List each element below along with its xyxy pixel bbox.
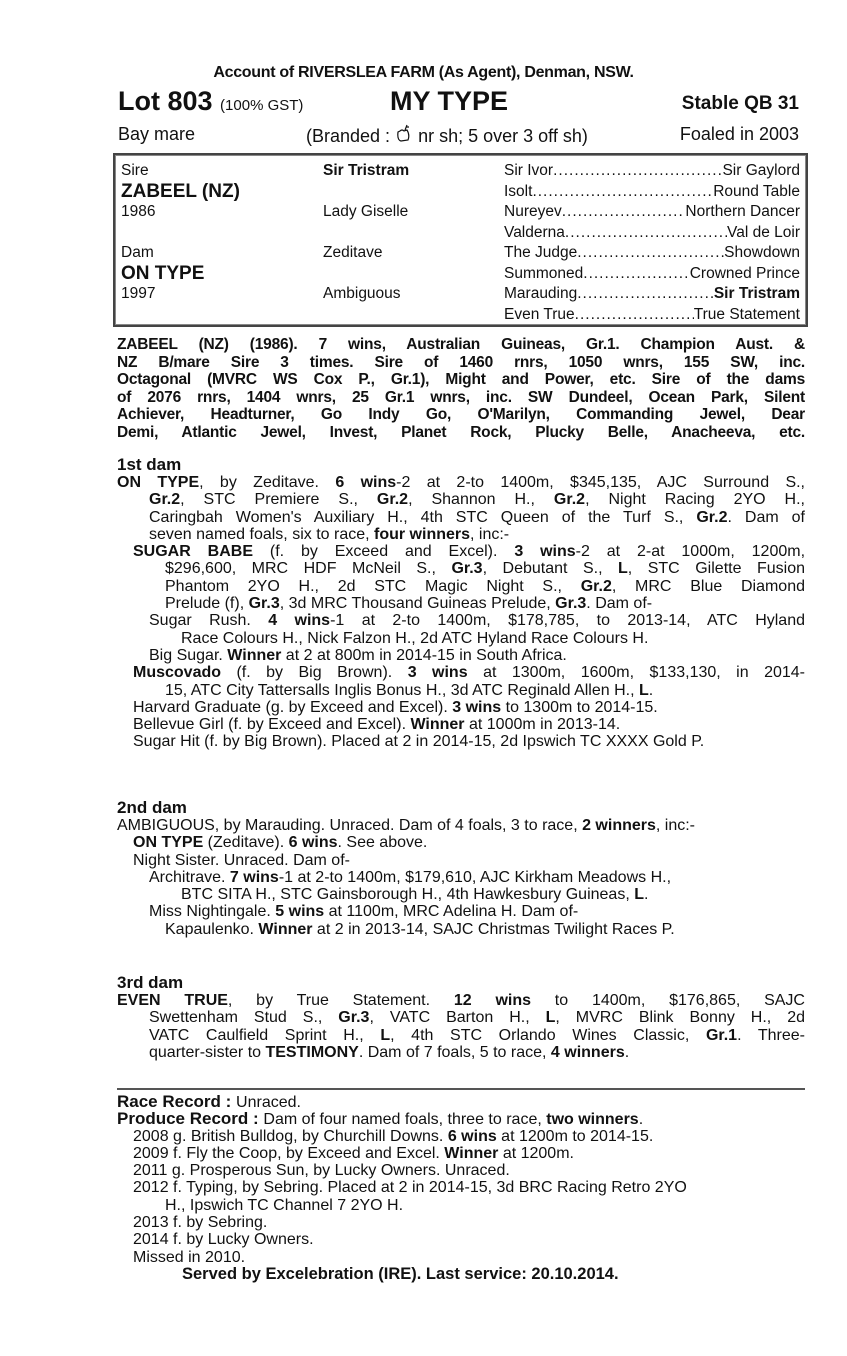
text-line xyxy=(117,1214,805,1231)
brand-description xyxy=(306,124,588,147)
pedigree-dam-name: Valderna xyxy=(504,223,565,241)
bold-text: TESTIMONY xyxy=(265,1043,359,1061)
pedigree-dam-name: Nureyev xyxy=(504,203,562,220)
text-line xyxy=(117,1231,805,1248)
text: Caringbah Women's Auxiliary H., 4th STC Queen of the Turf S., xyxy=(149,508,697,526)
text: . xyxy=(648,681,654,699)
text-line xyxy=(117,1145,805,1162)
text: seven named foals, six to race, xyxy=(149,525,374,543)
text-line xyxy=(117,1009,805,1026)
text: , MRC Blue Diamond xyxy=(611,577,805,595)
text: at 1100m, MRC Adelina H. Dam of- xyxy=(324,903,579,921)
text: , by Zeditave. xyxy=(199,474,336,491)
sire-summary xyxy=(117,336,805,441)
bold-text: Gr.2 xyxy=(376,491,409,509)
text-line xyxy=(117,1179,805,1196)
text: Big Sugar. xyxy=(149,646,228,664)
pedigree-generation-2: Sir Tristram xyxy=(323,162,410,179)
dot-leader xyxy=(565,223,727,243)
text: 2012 f. Typing, by Sebring. Placed at 2 in 2014-15, 3d BRC Racing Retro 2YO xyxy=(133,1179,687,1197)
pedigree-dam-name: Sir Ivor xyxy=(504,162,554,179)
pedigree-generation-3 xyxy=(504,202,800,222)
bold-text: L xyxy=(639,681,649,699)
pedigree-generation-3 xyxy=(504,243,800,263)
text: , inc:- xyxy=(655,817,696,834)
pedigree-dam-name: The Judge xyxy=(504,244,578,261)
bold-text: L xyxy=(545,1009,556,1027)
text: , 3d MRC Thousand Guineas Prelude, xyxy=(279,595,556,613)
bold-text: EVEN TRUE xyxy=(117,992,228,1009)
record-label: Race Record : xyxy=(117,1092,237,1111)
text: quarter-sister to xyxy=(149,1043,266,1061)
bold-text: two winners xyxy=(546,1111,639,1129)
second-dam-section xyxy=(117,798,805,938)
text: Unraced. xyxy=(236,1094,301,1111)
bold-text: 12 wins xyxy=(453,992,531,1009)
bold-text: Gr.1 xyxy=(705,1026,738,1044)
sire-summary-line: NZ B/mare Sire 3 times. Sire of 1460 rnrs, 1050 wnrs, 155 SW, inc. xyxy=(117,353,805,371)
text: Harvard Graduate (g. by Exceed and Excel). xyxy=(133,698,453,716)
text: AMBIGUOUS, by Marauding. Unraced. Dam of 4 foals, 3 to race, xyxy=(117,817,583,834)
dot-leader xyxy=(562,202,686,222)
text-line xyxy=(117,474,805,491)
text-line xyxy=(117,716,805,733)
text: -2 at 2-to 1400m, $345,135, AJC Surround S., xyxy=(396,474,805,491)
horse-name: MY TYPE xyxy=(390,86,509,116)
sire-summary-line: Demi, Atlantic Jewel, Invest, Planet Rock, Plucky Belle, Anacheeva, etc. xyxy=(117,423,805,441)
text-line xyxy=(117,1266,805,1283)
text: . Dam of- xyxy=(586,595,653,613)
bold-text: 5 wins xyxy=(275,903,325,921)
pedigree-sire-name: Round Table xyxy=(713,182,800,200)
pedigree-generation-2: Zeditave xyxy=(323,244,383,261)
bold-text: ON TYPE xyxy=(117,474,200,491)
bold-text: Gr.3 xyxy=(338,1009,370,1027)
bold-text: 6 wins xyxy=(447,1127,497,1145)
text-line xyxy=(117,699,805,716)
dot-leader xyxy=(575,305,694,325)
text: , VATC Barton H., xyxy=(369,1009,546,1027)
first-dam-section xyxy=(117,455,805,751)
section-heading: 2nd dam xyxy=(117,798,187,817)
text: 2013 f. by Sebring. xyxy=(133,1214,268,1232)
bold-text: Served by Excelebration (IRE). Last service: 20.10.2014. xyxy=(182,1264,619,1283)
bold-text: SUGAR BABE xyxy=(133,543,253,561)
sire-summary-line: Octagonal (MVRC WS Cox P., Gr.1), Might and Power, etc. Sire of the dams xyxy=(117,371,805,388)
text-line xyxy=(117,1093,805,1110)
bold-text: Winner xyxy=(444,1144,499,1162)
text-line xyxy=(117,1027,805,1044)
text: , STC Premiere S., xyxy=(180,491,377,509)
text-line xyxy=(117,682,805,699)
text-line xyxy=(117,834,805,851)
text-line xyxy=(117,921,805,938)
pedigree-generation-3 xyxy=(504,161,800,181)
text: Bellevue Girl (f. by Exceed and Excel). xyxy=(133,716,411,734)
text: (f. by Big Brown). xyxy=(221,664,408,682)
pedigree-generation-1: 1997 xyxy=(121,285,156,302)
pedigree-generation-2: Lady Giselle xyxy=(323,203,409,220)
pedigree-sire-name: Sir Tristram xyxy=(713,285,800,302)
text: . xyxy=(638,1111,644,1129)
section-heading: 3rd dam xyxy=(117,973,184,992)
text: at 1200m. xyxy=(498,1144,574,1162)
text: Swettenham Stud S., xyxy=(149,1009,339,1027)
pedigree-generation-1: ON TYPE xyxy=(121,262,205,284)
text: . Dam of 7 foals, 5 to race, xyxy=(358,1043,551,1061)
bold-text: Gr.3 xyxy=(248,595,280,613)
pedigree-dam-name: Summoned xyxy=(504,264,584,282)
bold-text: L xyxy=(618,560,628,578)
text: -1 at 2-to 1400m, $179,610, AJC Kirkham Meadows H., xyxy=(278,868,672,886)
pedigree-sire-name: Crowned Prince xyxy=(689,264,800,282)
bold-text: four winners xyxy=(374,525,471,543)
text: Miss Nightingale. xyxy=(149,903,276,921)
brand-suffix: nr sh; 5 over 3 off sh) xyxy=(418,126,588,146)
pedigree-sire-name: True Statement xyxy=(693,305,800,323)
text: , STC Gilette Fusion xyxy=(627,560,805,578)
text: , MVRC Blink Bonny H., 2d xyxy=(555,1009,805,1027)
bold-text: Winner xyxy=(227,646,282,664)
colour-sex: Bay mare xyxy=(118,124,196,144)
text-line xyxy=(117,852,805,869)
text: Missed in 2010. xyxy=(133,1248,246,1266)
sire-summary-line: of 2076 rnrs, 1404 wnrs, 25 Gr.1 wnrs, inc. SW Dundeel, Ocean Park, Silent xyxy=(117,388,805,406)
bold-text: 6 wins xyxy=(288,834,338,852)
text: to 1400m, $176,865, SAJC xyxy=(531,992,805,1009)
text: H., Ipswich TC Channel 7 2YO H. xyxy=(165,1196,404,1214)
text-line xyxy=(117,578,805,595)
text-line xyxy=(117,595,805,612)
text-line xyxy=(117,817,805,834)
pedigree-row xyxy=(119,243,800,263)
text: 2009 f. Fly the Coop, by Exceed and Excel. xyxy=(133,1144,445,1162)
bold-text: Gr.2 xyxy=(696,508,728,526)
dot-leader xyxy=(532,182,713,202)
text: , Night Racing 2YO H., xyxy=(585,491,805,509)
vendor-account: Account of RIVERSLEA FARM (As Agent), Denman, NSW. xyxy=(213,64,634,81)
dot-leader xyxy=(583,264,689,284)
text-line xyxy=(117,526,805,543)
brand-prefix: (Branded : xyxy=(306,126,391,146)
pedigree-row xyxy=(119,182,800,202)
text: 15, ATC City Tattersalls Inglis Bonus H., 3d ATC Reginald Allen H., xyxy=(165,681,639,699)
text: $296,600, MRC HDF McNeil S., xyxy=(165,560,452,578)
pedigree-generation-3 xyxy=(504,182,800,202)
text: , Shannon H., xyxy=(408,491,554,509)
text-line xyxy=(117,1110,805,1127)
bold-text: Gr.2 xyxy=(149,491,181,509)
pedigree-sire-name: Val de Loir xyxy=(727,223,800,241)
lot-label: Lot 803 xyxy=(118,86,213,116)
pedigree-generation-3 xyxy=(504,284,800,304)
bold-text: 2 winners xyxy=(582,817,656,834)
pedigree-sire-name: Showdown xyxy=(724,244,800,261)
text: 2014 f. by Lucky Owners. xyxy=(133,1231,314,1249)
text-line xyxy=(117,630,805,647)
pedigree-row xyxy=(119,202,800,222)
lot-number xyxy=(118,86,303,117)
foaled-year: Foaled in 2003 xyxy=(679,124,799,144)
text-line xyxy=(117,560,805,577)
pedigree-row xyxy=(119,161,800,181)
text-line xyxy=(117,509,805,526)
record-label: Produce Record : xyxy=(117,1109,264,1129)
text: Prelude (f), xyxy=(165,595,249,613)
dot-leader xyxy=(577,243,724,263)
sire-summary-line: ZABEEL (NZ) (1986). 7 wins, Australian Guineas, Gr.1. Champion Aust. & xyxy=(117,336,805,353)
text: , inc:- xyxy=(470,525,510,543)
bold-text: L xyxy=(380,1026,391,1044)
bold-text: Gr.3 xyxy=(451,560,483,578)
bold-text: Muscovado xyxy=(133,664,222,682)
text-line xyxy=(117,733,805,750)
text-line xyxy=(117,1044,805,1061)
text-line xyxy=(117,1128,805,1145)
text: . Three- xyxy=(737,1026,805,1044)
text-line xyxy=(117,543,805,560)
text: Sugar Hit (f. by Big Brown). Placed at 2 in 2014-15, 2d Ipswich TC XXXX Gold P. xyxy=(133,733,705,751)
text-line xyxy=(117,903,805,920)
sire-summary-line: Achiever, Headturner, Go Indy Go, O'Marilyn, Commanding Jewel, Dear xyxy=(117,406,805,423)
text-line xyxy=(117,612,805,629)
pedigree-generation-3 xyxy=(504,264,800,284)
text-line xyxy=(117,647,805,664)
text: Kapaulenko. xyxy=(165,920,259,938)
bold-text: Gr.2 xyxy=(553,491,586,509)
text: , 4th STC Orlando Wines Classic, xyxy=(390,1026,706,1044)
text-line xyxy=(117,1162,805,1179)
gst-note: (100% GST) xyxy=(220,97,304,114)
text: 2011 g. Prosperous Sun, by Lucky Owners. Unraced. xyxy=(133,1162,510,1180)
bold-text: 4 wins xyxy=(268,612,331,630)
text: (Zeditave). xyxy=(203,834,289,852)
text-line xyxy=(117,886,805,903)
pedigree-generation-1: ZABEEL (NZ) xyxy=(121,180,240,202)
text: Night Sister. Unraced. Dam of- xyxy=(133,851,350,869)
text: Race Colours H., Nick Falzon H., 2d ATC Hyland Race Colours H. xyxy=(181,629,649,647)
pedigree-generation-3 xyxy=(504,305,800,325)
pedigree-row xyxy=(119,305,800,325)
text-line xyxy=(117,664,805,681)
bold-text: ON TYPE xyxy=(133,834,204,852)
bold-text: 3 wins xyxy=(452,698,502,716)
section-divider xyxy=(117,1088,805,1090)
bold-text: Winner xyxy=(258,920,313,938)
bold-text: L xyxy=(634,886,644,904)
pedigree-generation-2: Ambiguous xyxy=(323,285,401,302)
bold-text: 3 wins xyxy=(407,664,468,682)
text: -1 at 2-to 1400m, $178,785, to 2013-14, ATC Hyland xyxy=(330,612,805,630)
text: (f. by Exceed and Excel). xyxy=(253,543,515,561)
pedigree-row xyxy=(119,264,800,284)
text: BTC SITA H., STC Gainsborough H., 4th Hawkesbury Guineas, xyxy=(181,886,635,904)
pedigree-row xyxy=(119,284,800,304)
pedigree-sire-name: Northern Dancer xyxy=(685,203,800,220)
text: to 1300m to 2014-15. xyxy=(501,698,658,716)
bold-text: Gr.2 xyxy=(580,577,612,595)
text: at 1000m in 2013-14. xyxy=(464,716,621,734)
pedigree-table xyxy=(113,153,808,327)
stable-location: Stable QB 31 xyxy=(681,93,799,114)
text: -2 at 2-at 1000m, 1200m, xyxy=(575,543,805,561)
text: at 2 at 800m in 2014-15 in South Africa. xyxy=(281,646,567,664)
text: , by True Statement. xyxy=(227,992,454,1009)
text: at 2 in 2013-14, SAJC Christmas Twilight Races P. xyxy=(312,920,675,938)
text: Phantom 2YO H., 2d STC Magic Night S., xyxy=(165,577,581,595)
section-heading: 1st dam xyxy=(117,455,182,474)
bold-text: 6 wins xyxy=(335,474,397,491)
bold-text: Gr.3 xyxy=(555,595,587,613)
text-line xyxy=(117,1197,805,1214)
text: . Dam of xyxy=(727,508,805,526)
third-dam-section xyxy=(117,973,805,1061)
pedigree-generation-1: 1986 xyxy=(121,203,156,220)
pedigree-sire-name: Sir Gaylord xyxy=(722,162,800,179)
pedigree-dam-name: Even True xyxy=(504,305,575,323)
text-line xyxy=(117,869,805,886)
records-section xyxy=(117,1093,805,1283)
dot-leader xyxy=(577,284,714,304)
bold-text: 3 wins xyxy=(514,543,576,561)
text: . xyxy=(624,1043,630,1061)
pedigree-generation-3 xyxy=(504,223,800,243)
bold-text: Winner xyxy=(410,716,465,734)
bold-text: 4 winners xyxy=(550,1043,625,1061)
text-line xyxy=(117,1249,805,1266)
text: , Debutant S., xyxy=(482,560,619,578)
text: Architrave. xyxy=(149,868,230,886)
text: . See above. xyxy=(337,834,428,852)
bold-text: 7 wins xyxy=(229,868,279,886)
text: VATC Caulfield Sprint H., xyxy=(149,1026,381,1044)
brand-mark-icon xyxy=(395,124,413,144)
text: Sugar Rush. xyxy=(149,612,269,630)
text: 2008 g. British Bulldog, by Churchill Downs. xyxy=(133,1127,448,1145)
text-line xyxy=(117,992,805,1009)
pedigree-generation-1: Dam xyxy=(121,244,154,261)
dot-leader xyxy=(553,161,722,181)
text: at 1200m to 2014-15. xyxy=(496,1127,654,1145)
text: . xyxy=(644,886,649,904)
pedigree-row xyxy=(119,223,800,243)
pedigree-dam-name: Marauding xyxy=(504,285,578,302)
pedigree-dam-name: Isolt xyxy=(504,182,533,200)
pedigree-generation-1: Sire xyxy=(121,162,149,179)
text: at 1300m, 1600m, $133,130, in 2014- xyxy=(467,664,805,682)
text: Dam of four named foals, three to race, xyxy=(263,1111,547,1129)
text-line xyxy=(117,491,805,508)
